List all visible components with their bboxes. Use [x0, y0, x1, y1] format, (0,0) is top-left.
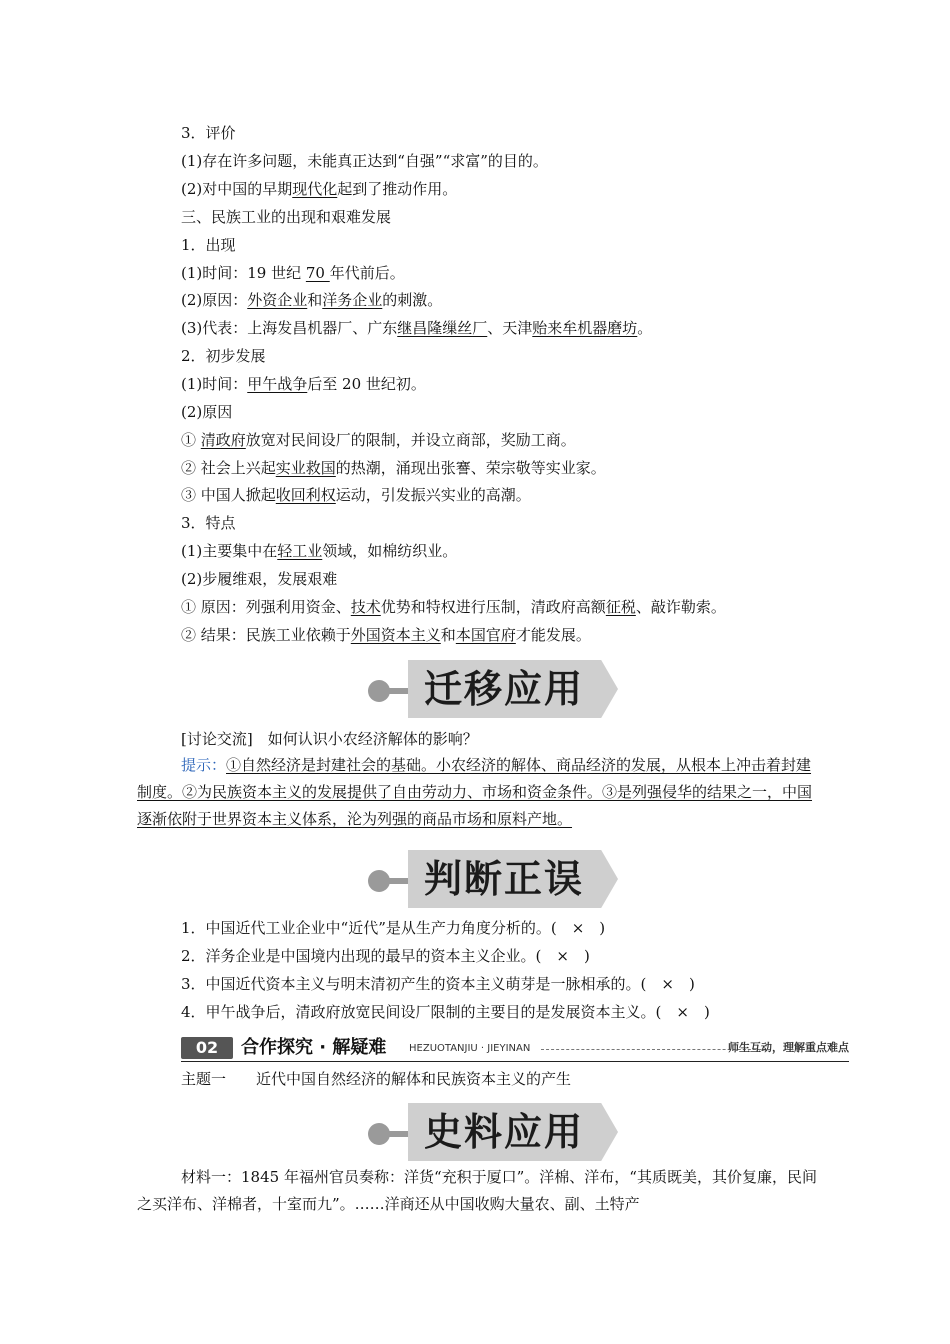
text-line: (3)代表：上海发昌机器厂、广东继昌隆缫丝厂、天津贻来牟机器磨坊。: [181, 319, 653, 337]
banner-title: 史料应用: [424, 1110, 585, 1154]
section-pinyin: HEZUOTANJIU · JIEYINAN: [409, 1043, 531, 1054]
banner-title: 迁移应用: [424, 667, 585, 711]
text-line: ② 社会上兴起实业救国的热潮，涌现出张謇、荣宗敬等实业家。: [181, 459, 606, 477]
section-note: 师生互动，理解重点难点: [728, 1041, 849, 1054]
text-line: ③ 中国人掀起收回利权运动，引发振兴实业的高潮。: [181, 486, 531, 504]
judgement-item: 3．中国近代资本主义与明末清初产生的资本主义萌芽是一脉相承的。( × ): [181, 975, 695, 993]
discussion-hint: 提示：①自然经济是封建社会的基础。小农经济的解体、商品经济的发展，从根本上冲击着封建制度。②为民族资本主义的发展提供了自由劳动力、市场和资金条件。③是列强侵华的结果之一，中国逐渐依附于世界资本主义体系，沦为列强的商品市场和原料产地。: [137, 756, 813, 828]
section-rule: [181, 1061, 849, 1062]
section-header: [181, 1036, 849, 1062]
topic-heading: 主题一 近代中国自然经济的解体和民族资本主义的产生: [181, 1070, 572, 1088]
section-heading: 三、民族工业的出现和艰难发展: [181, 208, 392, 226]
text-line: (1)时间：19 世纪 70 年代前后。: [181, 264, 405, 282]
section-title: 合作探究 · 解疑难: [241, 1037, 387, 1058]
banner-judgement: [368, 850, 618, 908]
text-line: (1)存在许多问题，未能真正达到“自强”“求富”的目的。: [181, 152, 548, 170]
banner-title: 判断正误: [424, 857, 585, 901]
judgement-item: 4．甲午战争后，清政府放宽民间设厂限制的主要目的是发展资本主义。( × ): [181, 1003, 710, 1021]
discussion-question: [讨论交流] 如何认识小农经济解体的影响？: [181, 730, 478, 748]
judgement-item: 1．中国近代工业企业中“近代”是从生产力角度分析的。( × ): [181, 919, 606, 937]
text-line: (1)主要集中在轻工业领域，如棉纺织业。: [181, 542, 458, 560]
text-line: ② 结果：民族工业依赖于外国资本主义和本国官府才能发展。: [181, 626, 591, 644]
text-line: (1)时间：甲午战争后至 20 世纪初。: [181, 375, 426, 393]
text-line: 2．初步发展: [181, 347, 266, 365]
text-line: (2)步履维艰，发展艰难: [181, 570, 338, 588]
text-line: 3．特点: [181, 514, 236, 532]
text-line: (2)对中国的早期现代化起到了推动作用。: [181, 180, 458, 198]
text-line: (2)原因: [181, 403, 233, 421]
banner-transfer: [368, 660, 618, 718]
text-line: ① 原因：列强利用资金、技术优势和特权进行压制，清政府高额征税、敲诈勒索。: [181, 598, 726, 616]
text-line: 1．出现: [181, 236, 236, 254]
section-number: 02: [181, 1037, 233, 1059]
text-line: ① 清政府放宽对民间设厂的限制，并设立商部，奖励工商。: [181, 431, 576, 449]
banner-sources: [368, 1103, 618, 1161]
material-paragraph: 材料一：1845 年福州官员奏称：洋货“充积于厦口”。洋棉、洋布，“其质既美，其价复廉，民间之买洋布、洋棉者，十室而九”。……洋商还从中国收购大量农、副、土特产: [137, 1168, 817, 1213]
judgement-item: 2．洋务企业是中国境内出现的最早的资本主义企业。( × ): [181, 947, 590, 965]
text-line: 3．评价: [181, 124, 236, 142]
text-line: (2)原因：外资企业和洋务企业的刺激。: [181, 291, 443, 309]
